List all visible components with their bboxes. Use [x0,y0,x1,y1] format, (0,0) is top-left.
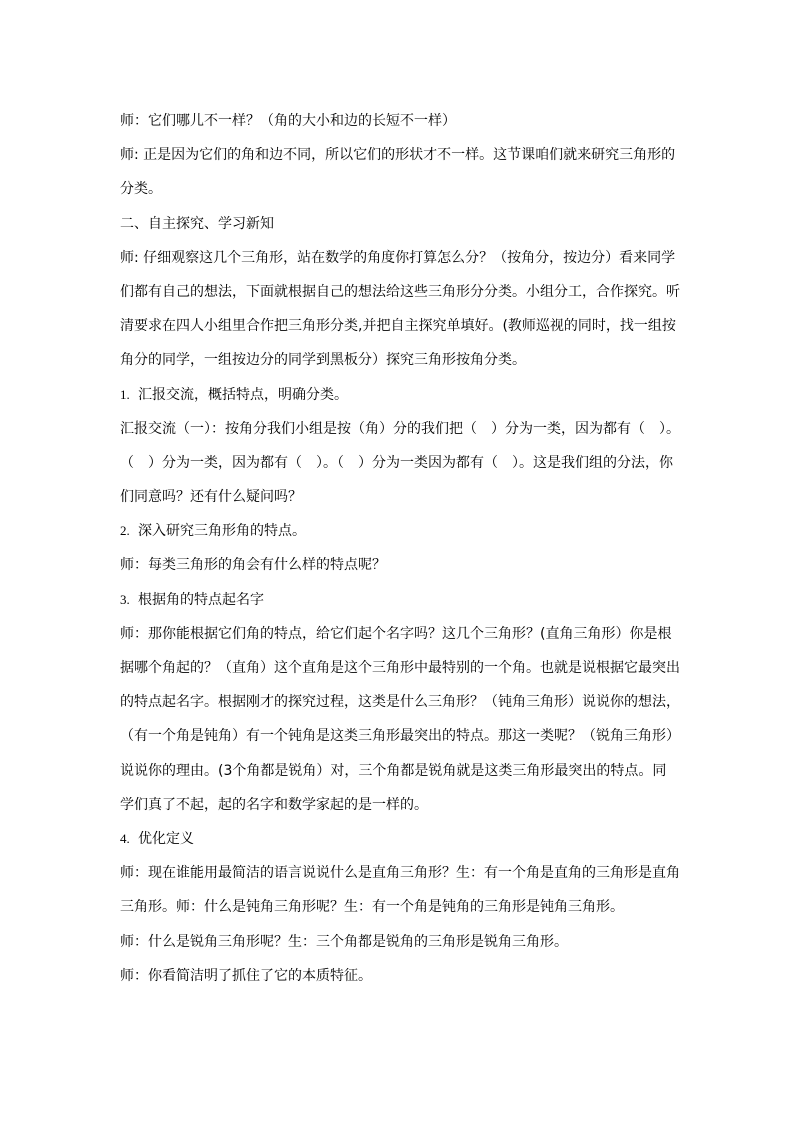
item-text: 根据角的特点起名字 [138,591,264,608]
text-line: 师：每类三角形的角会有什么样的特点呢？ [120,557,386,574]
text-line: 据哪个角起的？（直角）这个直角是这个三角形中最特别的一个角。也就是说根据它最突出 [120,660,680,676]
text-line: 的特点起名字。根据刚才的探究过程，这类是什么三角形？（钝角三角形）说说你的想法， [120,694,680,711]
text-line: 师：它们哪儿不一样？（角的大小和边的长短不一样） [120,113,456,129]
item-text: 汇报交流，概括特点，明确分类。 [138,386,348,403]
text-line: 师: 仔细观察这几个三角形，站在数学的角度你打算怎么分？（按角分，按边分）看来同学 [120,249,676,266]
text-line: 师：那你能根据它们角的特点，给它们起个名字吗？这几个三角形？(直角三角形）你是根 [120,625,672,642]
text-line: （ ）分为一类，因为都有（ ）。（ ）分为一类因为都有（ ）。这是我们组的分法，你 [120,454,673,471]
item-number: 1. [120,386,130,402]
text-line: 们同意吗？还有什么疑问吗？ [120,489,302,506]
text-line: 汇报交流（一）：按角分我们小组是按（角）分的我们把（ ）分为一类，因为都有（ ）。 [120,420,680,437]
text-line: 师: 正是因为它们的角和边不同，所以它们的形状才不一样。这节课咱们就来研究三角形的 [120,147,676,164]
text-line: 说说你的理由。(3个角都是锐角）对，三个角都是锐角就是这类三角形最突出的特点。同 [120,762,667,779]
document-body [120,104,680,993]
numbered-item [120,822,676,856]
text-line: 清要求在四人小组里合作把三角形分类,并把自主探究单填好。(教师巡视的同时，找一组按 [120,318,676,335]
item-number: 2. [120,523,130,539]
text-line: 师：现在谁能用最简洁的语言说说什么是直角三角形？生：有一个角是直角的三角形是直角 [120,865,680,882]
item-text: 深入研究三角形角的特点。 [138,523,306,540]
item-text: 优化定义 [138,830,194,847]
text-line: 师：什么是锐角三角形呢？生：三个角都是锐角的三角形是锐角三角形。 [120,933,568,950]
item-number: 3. [120,591,130,607]
text-line: （有一个角是钝角）有一个钝角是这类三角形最突出的特点。那这一类呢？（锐角三角形） [120,728,680,745]
text-line: 们都有自己的想法，下面就根据自己的想法给这些三角形分分类。小组分工，合作探究。听 [120,283,680,300]
numbered-item [120,514,676,548]
numbered-item [120,378,676,412]
numbered-item [120,583,676,617]
text-line: 三角形。师：什么是钝角三角形呢？生：有一个角是钝角的三角形是钝角三角形。 [120,899,624,916]
text-line: 师：你看简洁明了抓住了它的本质特征。 [120,967,372,984]
text-line: 学们真了不起，起的名字和数学家起的是一样的。 [120,796,428,813]
section-heading: 二、自主探究、学习新知 [120,215,274,232]
text-line: 分类。 [120,181,162,198]
text-line: 角分的同学，一组按边分的同学到黑板分）探究三角形按角分类。 [120,352,526,369]
item-number: 4. [120,830,130,846]
